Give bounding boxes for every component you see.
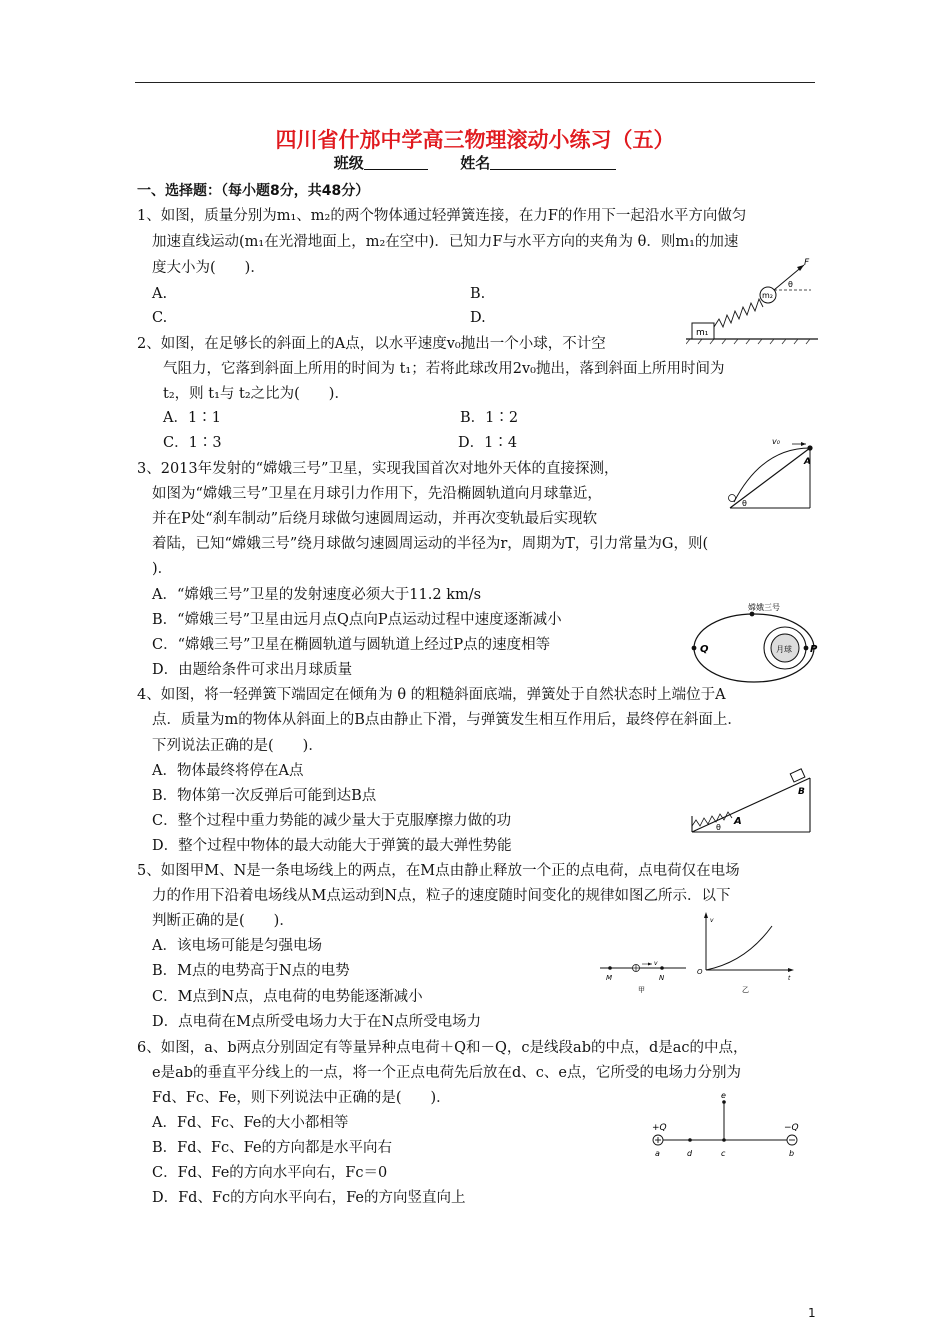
header-rule bbox=[135, 82, 815, 83]
q4-option-c[interactable]: C．整个过程中重力势能的减少量大于克服摩擦力做的功 bbox=[152, 813, 512, 829]
svg-text:m₁: m₁ bbox=[696, 328, 709, 338]
name-blank[interactable] bbox=[490, 155, 616, 170]
q4-line: 4、如图，将一轻弹簧下端固定在倾角为 θ 的粗糙斜面底端，弹簧处于自然状态时上端位于A bbox=[137, 687, 726, 703]
q4-line: 下列说法正确的是( )． bbox=[152, 738, 323, 754]
q4-line: 点．质量为m的物体从斜面上的B点由静止下滑，与弹簧发生相互作用后，最终停在斜面上． bbox=[152, 712, 742, 728]
q5-line: 判断正确的是( )． bbox=[152, 913, 294, 929]
svg-text:B: B bbox=[798, 787, 805, 797]
svg-text:−Q: −Q bbox=[784, 1123, 799, 1133]
svg-text:O: O bbox=[697, 968, 703, 976]
q3-line: 3、2013年发射的“嫦娥三号”卫星，实现我国首次对地外天体的直接探测， bbox=[137, 461, 619, 477]
svg-text:b: b bbox=[789, 1149, 795, 1158]
q1-option-a[interactable]: A. bbox=[152, 286, 168, 302]
svg-text:P: P bbox=[810, 644, 818, 655]
q2-option-b[interactable]: B．1∶2 bbox=[460, 410, 519, 426]
q3-line: 并在P处“刹车制动”后绕月球做匀速圆周运动，并再次变轨最后实现软 bbox=[152, 511, 598, 527]
q3-line: )． bbox=[152, 561, 173, 577]
class-label: 班级 bbox=[333, 154, 364, 172]
q1-option-c[interactable]: C. bbox=[152, 310, 168, 326]
svg-text:c: c bbox=[721, 1149, 726, 1158]
q4-option-d[interactable]: D．整个过程中物体的最大动能大于弹簧的最大弹性势能 bbox=[152, 838, 512, 854]
q1-figure bbox=[686, 255, 821, 345]
q5-option-a[interactable]: A．该电场可能是匀强电场 bbox=[152, 938, 322, 954]
svg-text:F: F bbox=[804, 258, 810, 268]
q5-line: 力的作用下沿着电场线从M点运动到N点，粒子的速度随时间变化的规律如图乙所示．以下 bbox=[152, 888, 731, 904]
q6-line: e是ab的垂直平分线上的一点，将一个正点电荷先后放在d、c、e点，它所受的电场力分别为 bbox=[152, 1065, 741, 1081]
svg-text:乙: 乙 bbox=[742, 986, 749, 994]
q3-option-c[interactable]: C．“嫦娥三号”卫星在椭圆轨道与圆轨道上经过P点的速度相等 bbox=[152, 637, 551, 653]
svg-text:v₀: v₀ bbox=[772, 437, 780, 446]
q3-option-a[interactable]: A．“嫦娥三号”卫星的发射速度必须大于11.2 km/s bbox=[152, 587, 482, 603]
q2-line: 2、如图，在足够长的斜面上的A点，以水平速度v₀抛出一个小球，不计空 bbox=[137, 336, 606, 352]
q5-line: 5、如图甲M、N是一条电场线上的两点，在M点由静止释放一个正的点电荷，点电荷仅在电场 bbox=[137, 863, 740, 879]
q6-option-a[interactable]: A．Fd、Fc、Fe的大小都相等 bbox=[152, 1115, 349, 1131]
q5-option-c[interactable]: C．M点到N点，点电荷的电势能逐渐减小 bbox=[152, 989, 423, 1005]
svg-text:Q: Q bbox=[700, 644, 709, 655]
svg-text:甲: 甲 bbox=[638, 986, 645, 994]
svg-text:v: v bbox=[654, 960, 658, 967]
q6-option-d[interactable]: D．Fd、Fc的方向水平向右，Fe的方向竖直向上 bbox=[152, 1190, 466, 1206]
svg-text:a: a bbox=[655, 1149, 660, 1158]
svg-text:A: A bbox=[734, 816, 742, 827]
q3-option-d[interactable]: D．由题给条件可求出月球质量 bbox=[152, 662, 353, 678]
svg-text:A: A bbox=[804, 457, 811, 467]
q3-line: 着陆，已知“嫦娥三号”绕月球做匀速圆周运动的半径为r，周期为T，引力常量为G，则( bbox=[152, 536, 709, 552]
svg-text:θ: θ bbox=[788, 280, 793, 289]
page-title: 四川省什邡中学高三物理滚动小练习（五） bbox=[275, 128, 675, 152]
svg-text:嫦娥三号: 嫦娥三号 bbox=[748, 603, 780, 612]
q1-line: 度大小为( )． bbox=[152, 260, 265, 276]
q5-option-b[interactable]: B．M点的电势高于N点的电势 bbox=[152, 963, 350, 979]
q2-figure bbox=[722, 436, 826, 518]
q2-line: 气阻力，它落到斜面上所用的时间为 t₁；若将此球改用2v₀抛出，落到斜面上所用时间为 bbox=[163, 361, 725, 377]
class-blank[interactable] bbox=[364, 155, 428, 170]
svg-text:θ: θ bbox=[716, 823, 721, 832]
q1-line: 1、如图，质量分别为m₁、m₂的两个物体通过轻弹簧连接，在力F的作用下一起沿水平方向做匀 bbox=[137, 208, 747, 224]
q2-option-d[interactable]: D．1∶4 bbox=[458, 435, 518, 451]
q1-line: 加速直线运动(m₁在光滑地面上，m₂在空中)．已知力F与水平方向的夹角为 θ．则m₁的加速 bbox=[152, 234, 739, 250]
q2-option-c[interactable]: C．1∶3 bbox=[163, 435, 222, 451]
q6-figure bbox=[646, 1090, 806, 1162]
q1-option-d[interactable]: D. bbox=[470, 310, 486, 326]
svg-text:N: N bbox=[659, 974, 665, 982]
name-label: 姓名 bbox=[460, 154, 491, 172]
q5-figure bbox=[596, 910, 796, 995]
q4-option-a[interactable]: A．物体最终将停在A点 bbox=[152, 763, 304, 779]
q3-figure bbox=[690, 600, 824, 692]
q6-option-b[interactable]: B．Fd、Fc、Fe的方向都是水平向右 bbox=[152, 1140, 393, 1156]
q5-option-d[interactable]: D．点电荷在M点所受电场力大于在N点所受电场力 bbox=[152, 1014, 482, 1030]
q6-line: Fd、Fc、Fe，则下列说法中正确的是( )． bbox=[152, 1090, 451, 1106]
svg-text:月球: 月球 bbox=[776, 645, 792, 654]
q6-option-c[interactable]: C．Fd、Fe的方向水平向右，Fc＝0 bbox=[152, 1165, 388, 1181]
q4-figure bbox=[686, 764, 816, 836]
q3-line: 如图为“嫦娥三号”卫星在月球引力作用下，先沿椭圆轨道向月球靠近， bbox=[152, 486, 602, 502]
q2-line: t₂，则 t₁与 t₂之比为( )． bbox=[163, 386, 349, 402]
page-number: 1 bbox=[808, 1306, 816, 1320]
svg-text:t: t bbox=[788, 975, 791, 982]
svg-text:+Q: +Q bbox=[652, 1123, 667, 1133]
svg-text:m₂: m₂ bbox=[762, 291, 773, 300]
q4-option-b[interactable]: B．物体第一次反弹后可能到达B点 bbox=[152, 788, 377, 804]
svg-text:d: d bbox=[687, 1149, 693, 1158]
svg-text:v: v bbox=[710, 917, 714, 924]
svg-text:M: M bbox=[606, 974, 613, 982]
q3-option-b[interactable]: B．“嫦娥三号”卫星由远月点Q点向P点运动过程中速度逐渐减小 bbox=[152, 612, 562, 628]
student-info bbox=[0, 152, 950, 173]
q2-option-a[interactable]: A．1∶1 bbox=[163, 410, 221, 426]
svg-text:e: e bbox=[721, 1091, 726, 1100]
svg-text:θ: θ bbox=[742, 499, 747, 508]
q1-option-b[interactable]: B. bbox=[470, 286, 486, 302]
q6-line: 6、如图，a、b两点分别固定有等量异种点电荷＋Q和－Q，c是线段ab的中点，d是ac的中点， bbox=[137, 1040, 748, 1056]
section-heading: 一、选择题：（每小题8分，共48分） bbox=[137, 183, 370, 199]
